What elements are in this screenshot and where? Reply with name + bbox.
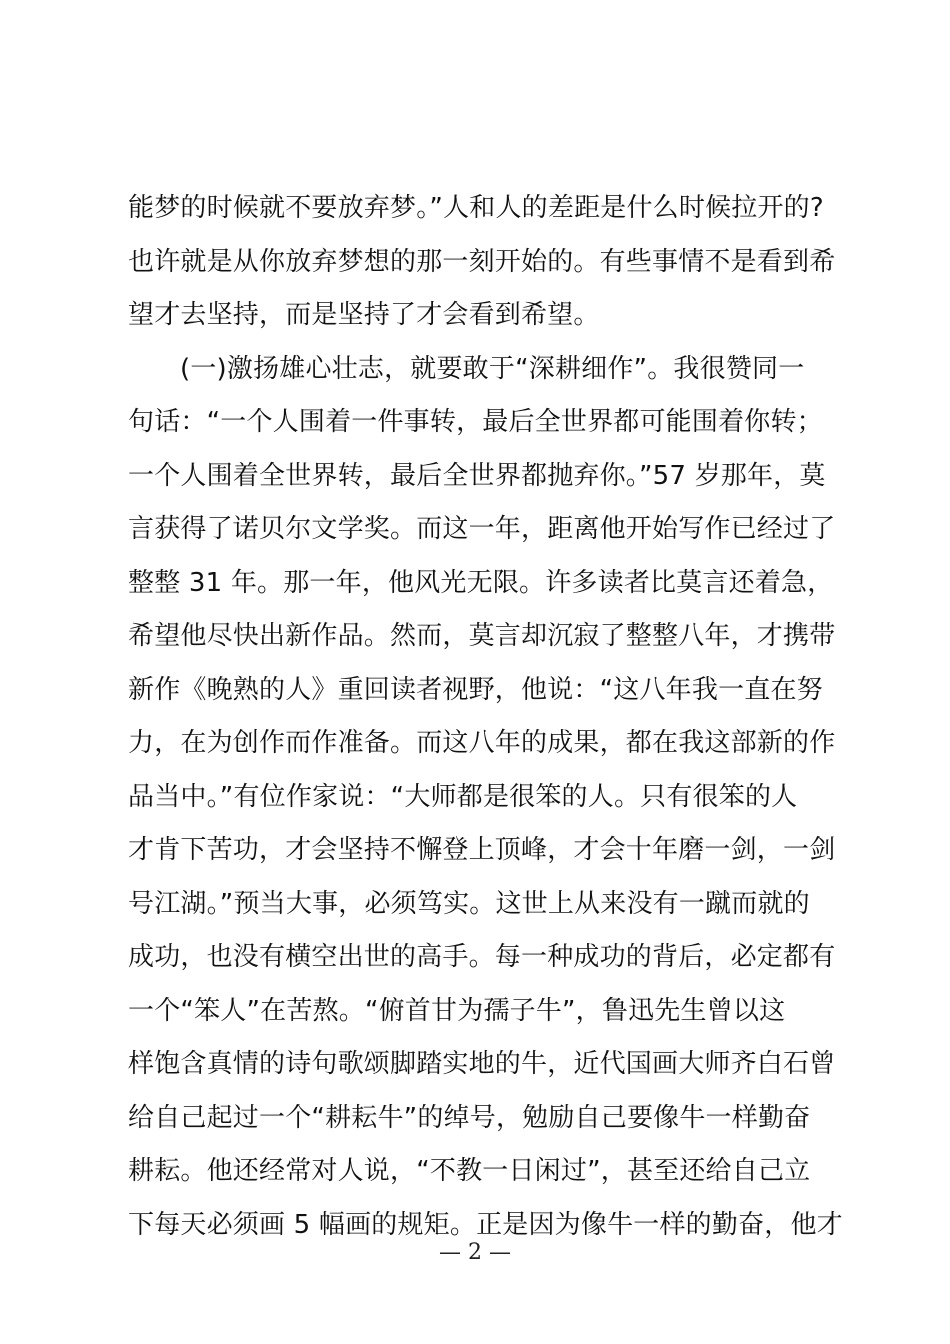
text-line: 新作《晚熟的人》重回读者视野，他说：“这八年我一直在努 — [128, 674, 823, 705]
text-line: 也许就是从你放弃梦想的那一刻开始的。有些事情不是看到希 — [128, 246, 836, 277]
text-line: 给自己起过一个“耕耘牛”的绰号，勉励自己要像牛一样勤奋 — [128, 1102, 811, 1133]
text-line: 能梦的时候就不要放弃梦。”人和人的差距是什么时候拉开的? — [128, 193, 824, 223]
page-number: — 2 — — [439, 1240, 511, 1265]
paragraph-start-line: (一)激扬雄心壮志，就要敢于“深耕细作”。我很赞同一 — [180, 353, 805, 384]
text-line: 号江湖。”预当大事，必须笃实。这世上从来没有一蹴而就的 — [128, 888, 810, 919]
text-line: 一个人围着全世界转，最后全世界都抛弃你。”57 岁那年，莫 — [128, 460, 826, 491]
text-line: 成功，也没有横空出世的高手。每一种成功的背后，必定都有 — [128, 942, 836, 972]
text-line: 耕耘。他还经常对人说，“不教一日闲过”，甚至还给自己立 — [128, 1156, 811, 1186]
text-line: 句话：“一个人围着一件事转，最后全世界都可能围着你转； — [128, 407, 823, 437]
text-line: 下每天必须画 5 幅画的规矩。正是因为像牛一样的勤奋，他才 — [128, 1209, 843, 1240]
text-line: 整整 31 年。那一年，他风光无限。许多读者比莫言还着急， — [128, 567, 834, 598]
text-line: 一个“笨人”在苦熬。“俯首甘为孺子牛”，鲁迅先生曾以这 — [128, 995, 786, 1026]
text-line: 才肯下苦功，才会坚持不懈登上顶峰，才会十年磨一剑，一剑 — [128, 835, 836, 865]
text-line: 望才去坚持，而是坚持了才会看到希望。 — [128, 300, 600, 330]
text-line: 样饱含真情的诗句歌颂脚踏实地的牛，近代国画大师齐白石曾 — [128, 1049, 836, 1079]
body-text — [128, 182, 843, 1252]
text-line: 品当中。”有位作家说：“大师都是很笨的人。只有很笨的人 — [128, 781, 798, 812]
text-line: 力，在为创作而作准备。而这八年的成果，都在我这部新的作 — [128, 728, 836, 758]
text-line: 希望他尽快出新作品。然而，莫言却沉寂了整整八年，才携带 — [128, 621, 836, 651]
text-line: 言获得了诺贝尔文学奖。而这一年，距离他开始写作已经过了 — [128, 514, 836, 544]
